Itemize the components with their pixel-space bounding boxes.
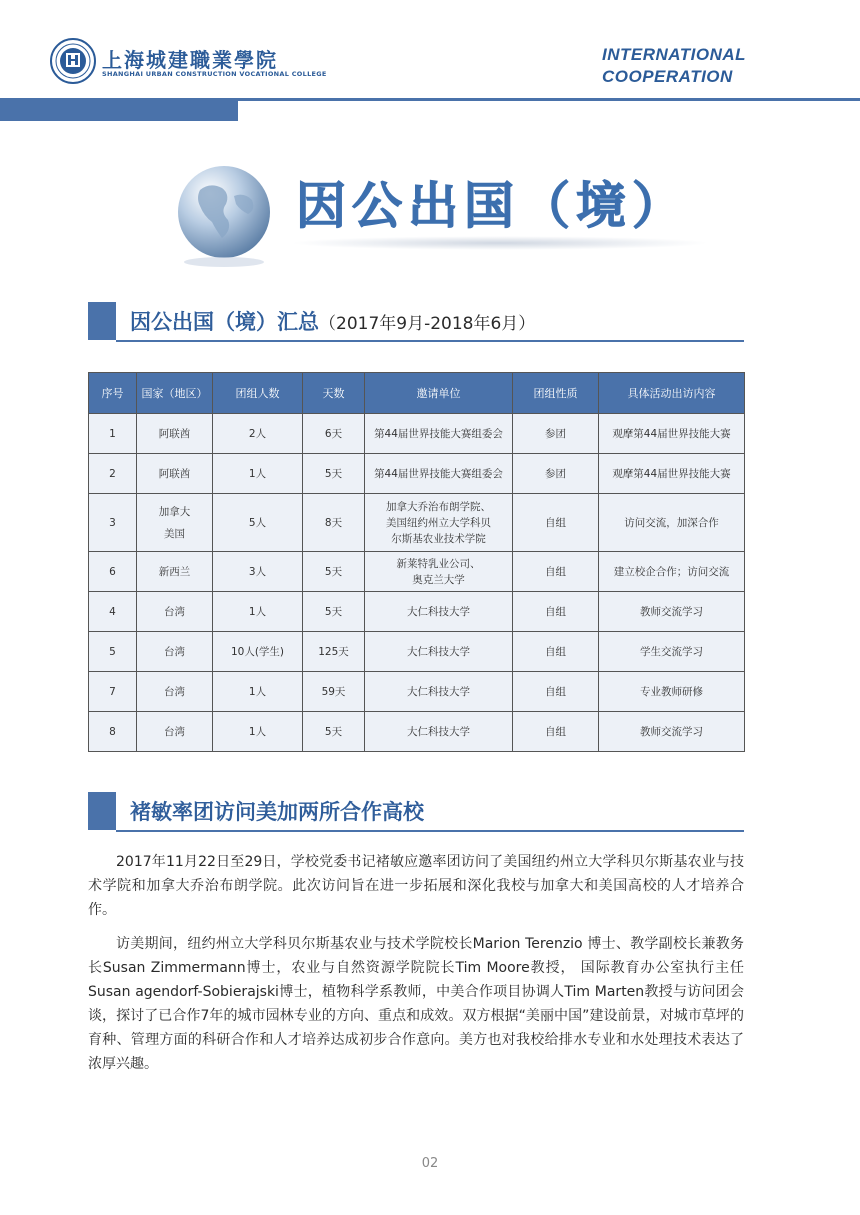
table-cell: 台湾	[137, 672, 213, 712]
table-header-row	[89, 373, 745, 414]
table-cell: 10人(学生)	[213, 632, 303, 672]
table-cell: 5	[89, 632, 137, 672]
table-cell: 大仁科技大学	[365, 592, 513, 632]
table-cell: 台湾	[137, 592, 213, 632]
table-cell: 加拿大乔治布朗学院、 美国纽约州立大学科贝 尔斯基农业技术学院	[365, 494, 513, 552]
table-cell: 4	[89, 592, 137, 632]
table-cell: 5天	[303, 712, 365, 752]
college-logo-icon	[50, 38, 96, 84]
table-cell: 访问交流，加深合作	[599, 494, 745, 552]
table-cell: 8天	[303, 494, 365, 552]
table-cell: 自组	[513, 494, 599, 552]
table-cell: 2人	[213, 414, 303, 454]
table-cell: 1	[89, 414, 137, 454]
table-cell: 5天	[303, 592, 365, 632]
section-underline	[116, 340, 744, 342]
table-cell: 大仁科技大学	[365, 632, 513, 672]
page-header	[0, 0, 860, 130]
section-heading-summary	[88, 302, 744, 342]
section-title: 因公出国（境）汇总	[130, 310, 319, 334]
table-cell: 8	[89, 712, 137, 752]
section-heading-visit	[88, 792, 744, 832]
table-cell: 5天	[303, 552, 365, 592]
table-cell: 自组	[513, 632, 599, 672]
college-name-cn: 上海城建職業學院	[102, 48, 278, 72]
table-row	[89, 414, 745, 454]
table-cell: 自组	[513, 592, 599, 632]
globe-icon	[170, 160, 278, 268]
table-cell: 阿联酋	[137, 454, 213, 494]
column-header: 天数	[303, 373, 365, 414]
table-cell: 59天	[303, 672, 365, 712]
table-row	[89, 592, 745, 632]
column-header: 国家（地区）	[137, 373, 213, 414]
table-cell: 自组	[513, 712, 599, 752]
table-cell: 新西兰	[137, 552, 213, 592]
title-reflection	[290, 236, 710, 250]
table-cell: 第44届世界技能大赛组委会	[365, 414, 513, 454]
table-cell: 5天	[303, 454, 365, 494]
table-cell: 6天	[303, 414, 365, 454]
table-cell: 台湾	[137, 632, 213, 672]
header-band-block	[0, 101, 238, 121]
section-title: 褚敏率团访问美加两所合作高校	[130, 800, 424, 824]
table-cell: 参团	[513, 454, 599, 494]
college-name-en: SHANGHAI URBAN CONSTRUCTION VOCATIONAL COLLEGE	[102, 70, 327, 78]
table-row	[89, 632, 745, 672]
section-heading-english	[602, 44, 746, 88]
table-cell: 参团	[513, 414, 599, 454]
column-header: 团组人数	[213, 373, 303, 414]
table-cell: 教师交流学习	[599, 712, 745, 752]
table-row	[89, 672, 745, 712]
table-cell: 观摩第44届世界技能大赛	[599, 414, 745, 454]
table-cell: 阿联酋	[137, 414, 213, 454]
table-cell: 第44届世界技能大赛组委会	[365, 454, 513, 494]
table-cell: 1人	[213, 592, 303, 632]
page-number: 02	[421, 1156, 439, 1171]
table-cell: 观摩第44届世界技能大赛	[599, 454, 745, 494]
table-cell: 台湾	[137, 712, 213, 752]
section-underline	[116, 830, 744, 832]
table-cell: 6	[89, 552, 137, 592]
intl-line-2: COOPERATION	[602, 67, 733, 86]
table-cell: 学生交流学习	[599, 632, 745, 672]
table-cell: 7	[89, 672, 137, 712]
visits-table	[88, 372, 745, 752]
table-row	[89, 712, 745, 752]
section-date-range: （2017年9月-2018年6月）	[319, 314, 536, 334]
table-cell: 专业教师研修	[599, 672, 745, 712]
table-cell: 自组	[513, 672, 599, 712]
table-cell: 1人	[213, 672, 303, 712]
table-row	[89, 552, 745, 592]
table-cell: 新莱特乳业公司、 奥克兰大学	[365, 552, 513, 592]
page-title: 因公出国（境）	[296, 177, 688, 235]
table-cell: 教师交流学习	[599, 592, 745, 632]
table-cell: 3人	[213, 552, 303, 592]
column-header: 邀请单位	[365, 373, 513, 414]
table-row	[89, 494, 745, 552]
table-cell: 1人	[213, 454, 303, 494]
table-cell: 5人	[213, 494, 303, 552]
table-cell: 3	[89, 494, 137, 552]
section-marker	[88, 792, 116, 830]
table-cell: 建立校企合作；访问交流	[599, 552, 745, 592]
table-row	[89, 454, 745, 494]
table-cell: 大仁科技大学	[365, 712, 513, 752]
table-cell: 自组	[513, 552, 599, 592]
column-header: 团组性质	[513, 373, 599, 414]
table-cell: 2	[89, 454, 137, 494]
table-cell: 1人	[213, 712, 303, 752]
table-cell: 加拿大 美国	[137, 494, 213, 552]
table-cell: 大仁科技大学	[365, 672, 513, 712]
column-header: 序号	[89, 373, 137, 414]
paragraph-details: 访美期间，纽约州立大学科贝尔斯基农业与技术学院校长Marion Terenzio 博士、教学副校长兼教务长Susan Zimmermann博士，农业与自然资源学院院长Tim Moore教授， 国际教育办公室执行主任Susan agendorf-Sobierajski博士，植物科学系教师，中美合作项目协调人Tim Marten教授与访问团会谈，探讨了已合作7年的城市园林专业的方向、重点和成效。双方根据“美丽中国”建设前景，对城市草坪的育种、管理方面的科研合作和人才培养达成初步合作意向。美方也对我校给排水专业和水处理技术表达了浓厚兴趣。	[88, 936, 744, 1072]
column-header: 具体活动出访内容	[599, 373, 745, 414]
section-marker	[88, 302, 116, 340]
intl-line-1: INTERNATIONAL	[602, 45, 747, 64]
paragraph-intro: 2017年11月22日至29日，学校党委书记褚敏应邀率团访问了美国纽约州立大学科贝尔斯基农业与技术学院和加拿大乔治布朗学院。此次访问旨在进一步拓展和深化我校与加拿大和美国高校的人才培养合作。	[88, 854, 744, 918]
table-cell: 125天	[303, 632, 365, 672]
